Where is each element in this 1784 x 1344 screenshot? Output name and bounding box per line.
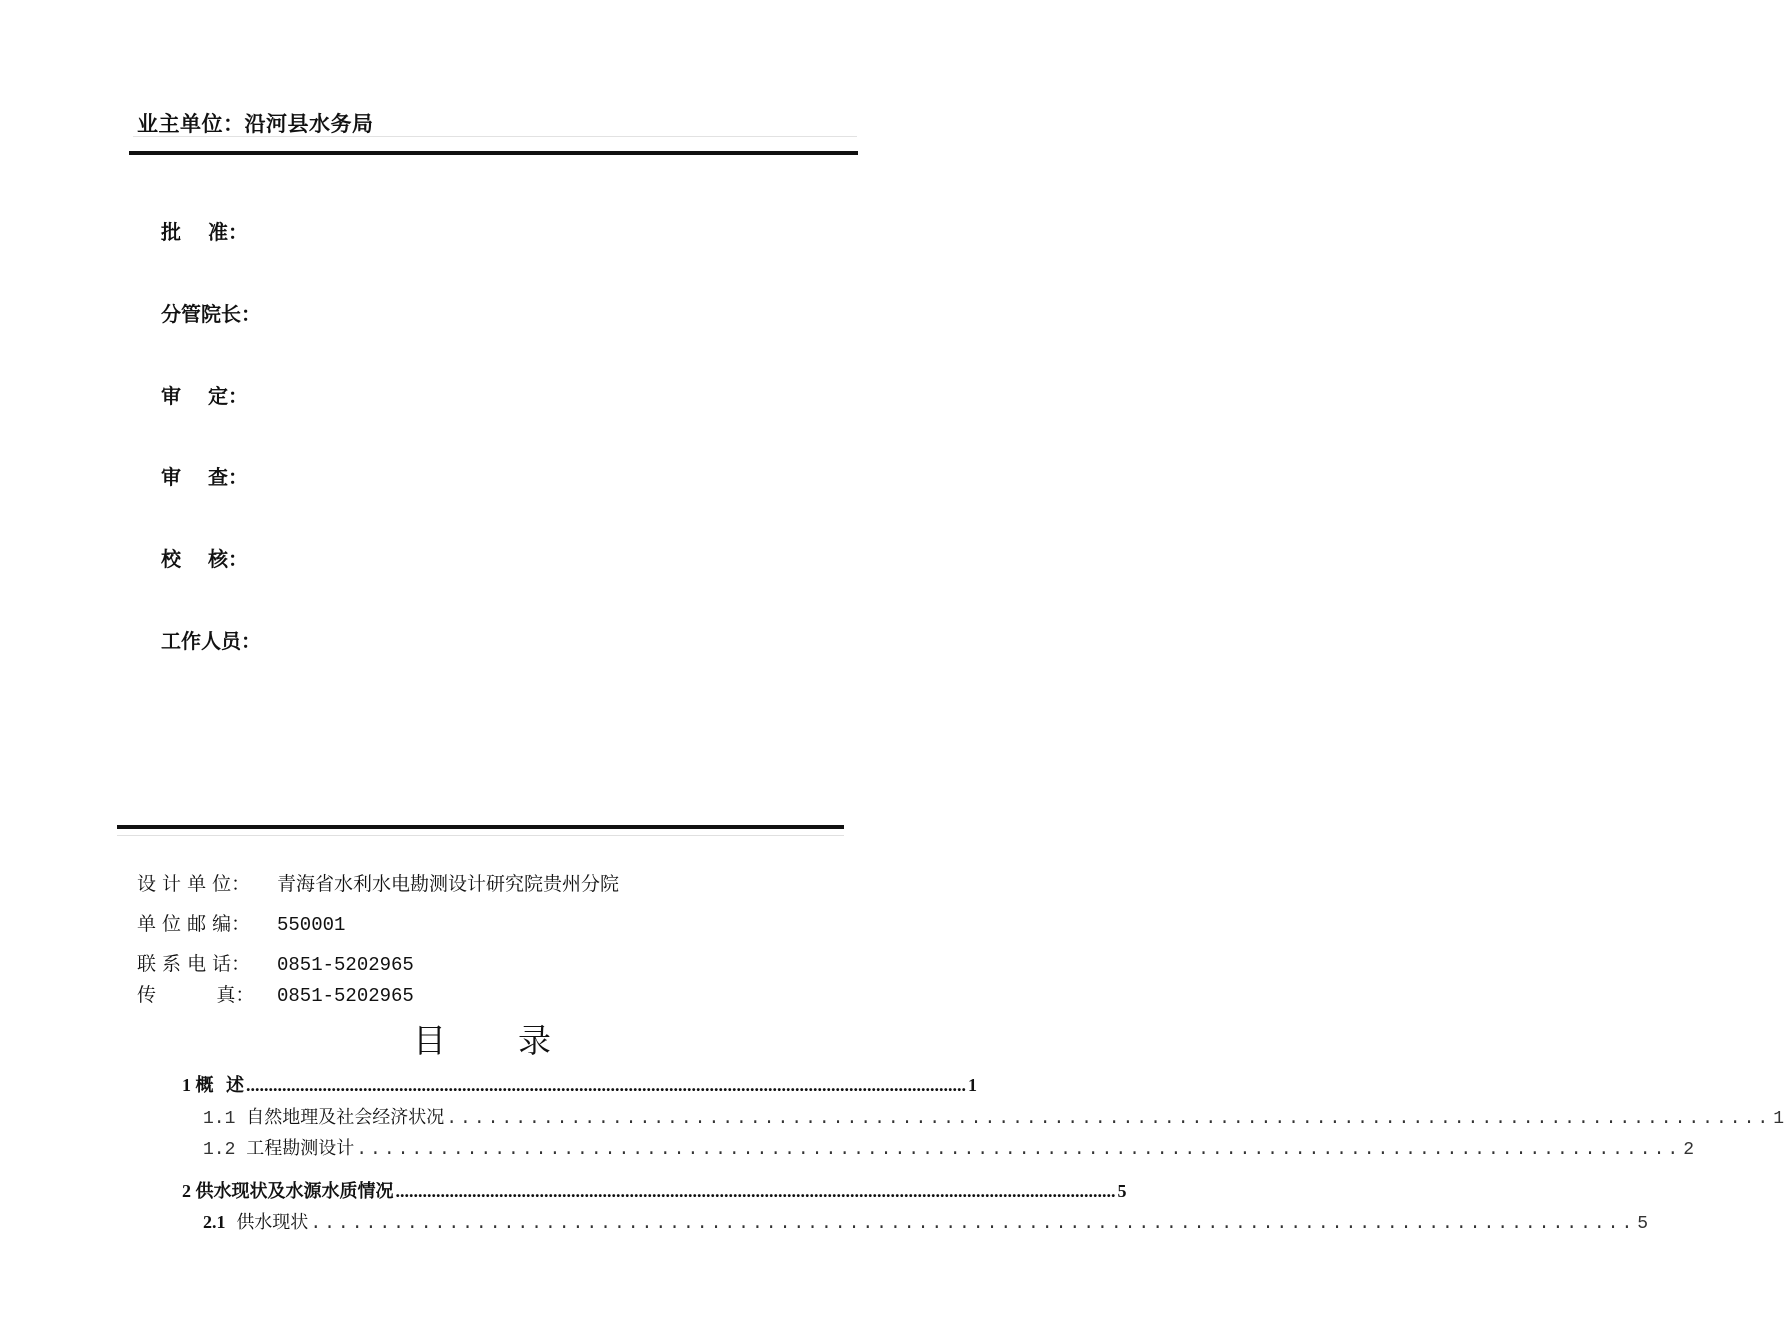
- contact-fax: [137, 980, 414, 1007]
- toc-entry-title: 工程勘测设计: [246, 1138, 355, 1159]
- toc-leader: ................................................................................................................................................................: [246, 1075, 967, 1095]
- design-unit-label: 设 计 单 位：: [137, 873, 251, 895]
- fax-label: 传 真：: [137, 984, 255, 1006]
- signature-approve: [161, 216, 248, 245]
- toc-entry-title: 供水现状: [236, 1212, 309, 1233]
- signature-review-first: 审: [161, 465, 181, 489]
- toc-title: [413, 1015, 551, 1062]
- footer-thick-rule: [117, 825, 844, 829]
- toc-entry-title: 概 述: [195, 1075, 245, 1096]
- toc-entry-page: 1: [1773, 1109, 1784, 1129]
- toc-entry-number: 1: [182, 1075, 191, 1095]
- footer-thin-rule: [117, 835, 844, 836]
- postcode-value: 550001: [277, 914, 346, 936]
- signature-finalize-first: 审: [161, 384, 181, 408]
- toc-entry-page: 2: [1683, 1140, 1694, 1160]
- toc-entry-number: 2: [182, 1181, 191, 1201]
- signature-check-second: 核：: [208, 547, 248, 571]
- signature-review-second: 查：: [208, 465, 248, 489]
- header-thin-rule: [133, 136, 857, 137]
- signature-approve-second: 准：: [208, 220, 248, 244]
- fax-value: 0851-5202965: [277, 985, 414, 1007]
- signature-check: [161, 543, 248, 572]
- signature-check-first: 校: [161, 547, 181, 571]
- toc-entry-title: 自然地理及社会经济状况: [246, 1107, 445, 1128]
- design-unit-value: 青海省水利水电勘测设计研究院贵州分院: [277, 873, 620, 895]
- signature-staff: 工作人员：: [161, 629, 261, 653]
- contact-postcode: [137, 909, 345, 936]
- contact-phone: [137, 949, 414, 976]
- toc-entry[interactable]: [182, 1177, 1127, 1203]
- toc-entry-page: 5: [1117, 1181, 1127, 1201]
- header-thick-rule: [129, 151, 858, 155]
- phone-value: 0851-5202965: [277, 954, 414, 976]
- toc-title-right: 录: [518, 1021, 551, 1060]
- toc-entry-number: 1.2: [203, 1140, 236, 1160]
- toc-title-left: 目: [413, 1021, 446, 1060]
- toc-entry[interactable]: [203, 1103, 1784, 1129]
- toc-entry-title: 供水现状及水源水质情况: [195, 1181, 394, 1202]
- signature-finalize-second: 定：: [208, 384, 248, 408]
- postcode-label: 单 位 邮 编：: [137, 913, 251, 935]
- toc-entry-number: 1.1: [203, 1109, 236, 1129]
- toc-entry-page: 1: [968, 1075, 978, 1095]
- toc-leader: ................................................................................................: [310, 1214, 1636, 1234]
- signature-approve-first: 批: [161, 220, 181, 244]
- toc-entry[interactable]: [182, 1071, 978, 1097]
- signature-finalize: [161, 380, 248, 409]
- toc-leader: ................................................................................................: [356, 1140, 1682, 1160]
- toc-entry-page: 5: [1637, 1214, 1649, 1234]
- toc-entry[interactable]: [203, 1208, 1649, 1234]
- phone-label: 联 系 电 话：: [137, 953, 251, 975]
- owner-unit: 业主单位：沿河县水务局: [137, 112, 374, 136]
- toc-entry-number: 2.1: [203, 1212, 226, 1232]
- signature-deputy-director: 分管院长：: [161, 302, 261, 326]
- contact-design-unit: [137, 869, 619, 896]
- toc-entry[interactable]: [203, 1134, 1694, 1160]
- toc-leader: ................................................................................................: [446, 1109, 1772, 1129]
- signature-review: [161, 461, 248, 490]
- toc-leader: ................................................................................................................................................................: [395, 1181, 1116, 1201]
